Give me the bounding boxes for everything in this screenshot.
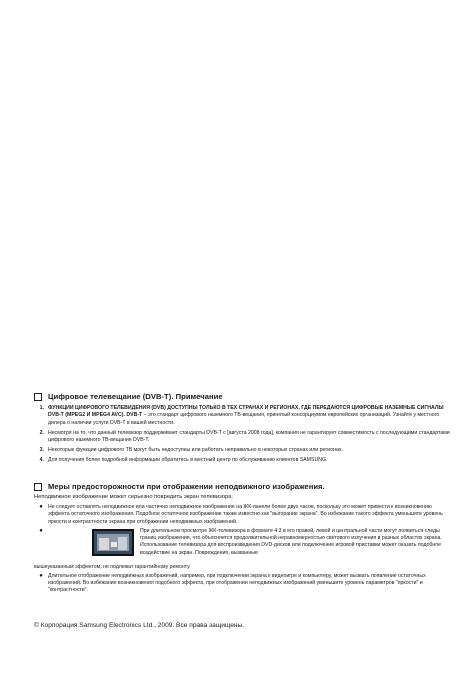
list-item <box>34 573 454 595</box>
item-number: 4. <box>39 457 44 464</box>
checkbox-icon <box>34 393 42 401</box>
list-item <box>34 405 454 427</box>
item-text: Не следует оставлять неподвижное или частично неподвижное изображение на ЖК-панели более двух часов, поскольку это может привести к возникновению эффекта остаточного изображения. Подобное остаточное изображение также известно как "выгорание экрана". Во избежание такого эффекта уменьшите уровень яркости и контрастности экрана при отображении неподвижных изображений. <box>48 504 443 525</box>
item-text: Несмотря на то, что данный телевизор поддерживает стандарты DVB-T с [августа 2008 года], компания не гарантирует совместимость с последующими стандартами цифрового наземного ТВ-вещания DVB-T. <box>48 429 450 443</box>
item-text: Длительное отображение неподвижных изображений, например, при подключении экрана к видеоигре и компьютеру, может вызвать появление остаточных изображений. Во избежание возникновения подобного эффекта, при отображении неподвижных изображений уменьшите уровень параметров "яркости" и "контрастности". <box>48 572 426 594</box>
section-intro: Неподвижное изображение может серьезно повредить экран телевизора. <box>34 494 234 500</box>
list-item <box>34 457 454 464</box>
dvbt-note-list <box>34 405 454 467</box>
checkbox-icon <box>34 483 42 491</box>
list-item <box>34 528 454 572</box>
section-heading-dvbt <box>34 392 223 401</box>
list-item <box>34 430 454 445</box>
item-text: Для получения более подробной информации обратитесь в местный центр по обслуживанию клиентов SAMSUNG. <box>48 457 328 464</box>
list-item <box>34 447 454 454</box>
section-title: Меры предосторожности при отображении неподвижного изображения. <box>48 482 325 491</box>
still-image-bullets <box>34 504 454 597</box>
bullet-icon: ● <box>39 527 43 534</box>
section-heading-still-image <box>34 482 325 491</box>
item-number: 3. <box>39 447 44 454</box>
item-text: Некоторые функции цифрового ТВ могут быть недоступны или работать неправильно в некоторых странах или регионах. <box>48 447 343 454</box>
bullet-icon: ● <box>39 504 43 510</box>
item-plain-text: – это стандарт цифрового наземного ТВ-вещания, принятый консорциумом европейских организаций. Узнайте у местного дилера о наличии услуги DVB-T в вашей местности. <box>48 412 440 426</box>
item-number: 1. <box>39 405 44 411</box>
tv-screen-illustration <box>92 529 134 556</box>
list-item <box>34 504 454 526</box>
section-title: Цифровое телевещание (DVB-T). Примечание <box>48 392 223 401</box>
item-text <box>48 405 454 427</box>
item-number: 2. <box>39 429 44 436</box>
item-text-continued: вышеуказанным эффектом, не подлежат гарантийному ремонту. <box>34 563 191 570</box>
item-text: При длительном просмотре ЖК-телевизора в формате 4:3 в его правой, левой и центральной части могут появиться следы границ изображения, что объясняется продолжительной неравномерностью светового излучения в разных областях экрана. Использование телевизора для воспроизведения DVD-дисков или подключение игровой приставки может оказать подобное воздействие на экран. Повреждения, вызванные <box>140 527 442 556</box>
copyright-footer: © Корпорация Samsung Electronics Ltd., 2009. Все права защищены. <box>34 622 245 629</box>
bullet-icon: ● <box>39 572 43 579</box>
item-bold-text: ФУНКЦИИ ЦИФРОВОГО ТЕЛЕВИДЕНИЯ (DVB) ДОСТУПНЫ ТОЛЬКО В ТЕХ СТРАНАХ И РЕГИОНАХ, ГДЕ ПЕРЕДАЮТСЯ ЦИФРОВЫЕ НАЗЕМНЫЕ СИГНАЛЫ DVB-T (MPEG2 И MPEG4 AVC). DVB-T <box>48 405 444 419</box>
